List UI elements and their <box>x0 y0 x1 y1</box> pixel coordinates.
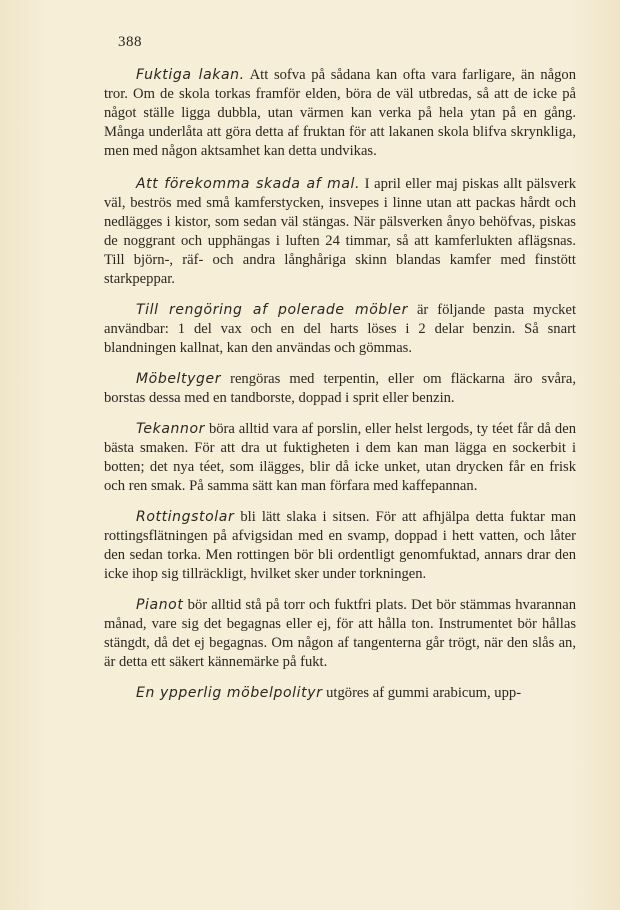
paragraph-heading: Fuktiga lakan. <box>136 67 245 83</box>
paragraph-tekannor <box>104 420 576 496</box>
paragraph-rottingstolar <box>104 508 576 584</box>
paragraph-fuktiga-lakan <box>104 66 576 161</box>
paragraph-mobelpolityr <box>104 684 576 703</box>
paragraph-heading: Att förekomma skada af mal. <box>136 176 361 192</box>
paragraph-text: utgöres af gummi arabicum, upp- <box>326 685 522 701</box>
paragraph-heading: Möbeltyger <box>136 371 222 387</box>
paragraph-heading: Tekannor <box>136 421 205 437</box>
paragraph-mobeltyger <box>104 370 576 408</box>
paragraph-text: böra alltid vara af porslin, eller helst lergods, ty téet får då den bästa smaken. För att dra ut fuktigheten i dem kan man lägga en sockerbit i botten; det nya téet, som iläggeѕ, blir då icke unket, utan drycken får en frisk och ren smak. På samma sätt kan man förfara med kaffepannan. <box>104 421 576 494</box>
paragraph-text: bör alltid stå på torr och fuktfri plats. Det bör stämmas hvarannan månad, vare sig det begagnas eller ej, för att hålla ton. Instrumentet bör hållas stängdt, då det ej begagnas. Om någon af tangenterna går trögt, när den slås an, är detta ett säkert kännemärke på fukt. <box>104 597 576 670</box>
paragraph-text: Att sofva på sådana kan ofta vara farligare, än någon tror. Om de skola torkas framför elden, böra de väl utbredas, så att de icke på något ställe ligga dubbla, utan värmen kan verka på hela ytan på en gång. Många underlåta att göra detta af fruktan för att lakanen skola blifva skrynkliga, men med någon aktsamhet kan detta undvikas. <box>104 67 577 159</box>
paragraph-text: bli lätt slaka i sitsen. För att afhjälpa detta fuktar man rottingsflätningen på afvigsidan med en svamp, doppad i hett vatten, och låter den sedan torka. Men rottingen bör bli ordentligt genomfuktad, annars drar den icke ihop sig tillräckligt, hvilket sker under torkningen. <box>104 509 577 582</box>
paragraph-heading: En ypperlig möbelpolityr <box>136 685 323 701</box>
page-number: 388 <box>118 34 142 50</box>
paragraph-heading: Till rengöring af polerade möbler <box>136 302 408 318</box>
paragraph-polerade-mobler <box>104 301 576 358</box>
paragraph-text: I april eller maj piskas allt pälsverk väl, beströs med små kamferstycken, insvepes i linne utan att packas hårdt och nedlägges i kistor, som sedan väl stängas. När pälsverken ånyo behöfvas, piskas de noggrant och upphängas i luften 24 timmar, så att kamferlukten aflägsnas. Till björn-, räf- och andra långhåriga skinn blandas kamfer med finstött starkpeppar. <box>104 176 576 287</box>
page-body <box>104 66 576 703</box>
paragraph-heading: Rottingstolar <box>136 509 235 525</box>
paragraph-text: är följande pasta mycket användbar: 1 del vax och en del harts löses i 2 delar benzin. Så snart blandningen kallnat, kan den användas och gömmas. <box>104 302 576 356</box>
paragraph-pianot <box>104 596 576 672</box>
paragraph-text: rengöras med terpentin, eller om fläckarna äro svåra, borstas dessa med en tandborste, doppad i sprit eller benzin. <box>104 371 576 406</box>
paragraph-skada-af-mal <box>104 175 576 289</box>
paragraph-heading: Pianot <box>136 597 184 613</box>
